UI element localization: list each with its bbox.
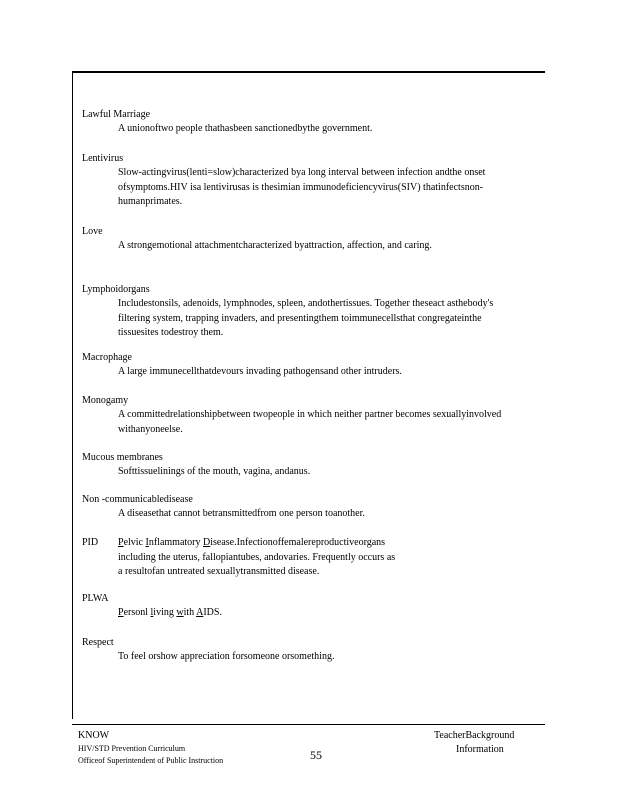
glossary-term: Lawful Marriage: [82, 109, 151, 120]
pid-line-1: [118, 536, 522, 551]
glossary-term: Mucous membranes: [82, 452, 163, 463]
left-rule: [72, 71, 73, 719]
glossary-definition: A large immunecellthatdevours invading pathogensand other intruders.: [118, 366, 402, 377]
pid-letter-p: P: [118, 537, 124, 548]
glossary-entry: [82, 636, 522, 665]
pid-word-nflammatory: nflammatory: [148, 537, 203, 548]
page-number: 55: [310, 748, 322, 762]
glossary-definition: A unionoftwo people thathasbeen sanctionedbythe government.: [118, 123, 373, 134]
glossary-definition: A diseasethat cannot betransmittedfrom one person toanother.: [118, 508, 365, 519]
pid-line-3: a resultofan untreated sexuallytransmitted disease.: [118, 566, 320, 578]
plwa-word-ith: ith: [183, 607, 197, 618]
top-rule: [72, 71, 545, 73]
plwa-letter-l: l: [150, 607, 154, 618]
plwa-letter-a: A: [196, 607, 204, 618]
glossary-entry: [82, 493, 522, 536]
glossary-entry: [82, 451, 522, 493]
glossary-definition: [82, 606, 522, 621]
glossary-definition: A committedrelationshipbetween twopeople in which neither partner becomes sexuallyinvolved withanyoneelse.: [118, 409, 502, 435]
glossary-entry: [82, 108, 522, 152]
glossary-term: PID: [82, 537, 99, 548]
plwa-word-ersonl: ersonl: [123, 607, 151, 618]
plwa-word-ids: IDS.: [203, 607, 222, 618]
plwa-word-iving: iving: [153, 607, 177, 618]
pid-letter-i: I: [145, 537, 149, 548]
footer-curriculum: HIV/STD Prevention Curriculum: [78, 744, 186, 753]
glossary-term: Lentivirus: [82, 153, 124, 164]
footer-teacher-background: TeacherBackground: [434, 730, 515, 741]
glossary-definition: Slow-actingvirus(lenti=slow)characterized bya long interval between infection andthe onset ofsymptoms.HIV isa lentivirusas is thesimian immunodeficiencyvirus(SIV) thatinfectsnon-humanprimates.: [118, 167, 486, 208]
glossary-term: Respect: [82, 637, 114, 648]
plwa-letter-p: P: [118, 607, 124, 618]
glossary-entry: [82, 283, 522, 351]
pid-word-elvic: elvic: [123, 537, 146, 548]
glossary-entry: [82, 225, 522, 283]
pid-line-1-rest: isease.Infectionoffemalereproductiveorgans: [210, 537, 386, 548]
glossary-entry-plwa: [82, 592, 522, 636]
glossary-term: PLWA: [82, 593, 109, 604]
glossary-entry-pid: [82, 536, 522, 592]
glossary-term: Monogamy: [82, 395, 129, 406]
glossary-term: Non -communicabledisease: [82, 494, 193, 505]
glossary-entry: [82, 152, 522, 225]
glossary-term: Macrophage: [82, 352, 132, 363]
glossary-entry: [82, 351, 522, 394]
glossary-definition: A strongemotional attachmentcharacterized byattraction, affection, and caring.: [118, 240, 432, 251]
plwa-letter-w: w: [176, 607, 184, 618]
glossary-definition: [82, 536, 522, 580]
footer-know: KNOW: [78, 730, 110, 741]
glossary-term: Lymphoidorgans: [82, 284, 150, 295]
glossary-definition: Includestonsils, adenoids, lymphnodes, spleen, andothertissues. Together theseact asthebody's filtering system, trapping invaders, and presentingthem toimmunecellsthat congregateinthe tissuesites todestroy them.: [118, 298, 494, 339]
glossary-definition: To feel orshow appreciation forsomeone orsomething.: [118, 651, 335, 662]
glossary-term: Love: [82, 226, 103, 237]
pid-letter-d: D: [203, 537, 211, 548]
glossary-entry: [82, 394, 522, 451]
glossary-definition: Softtissuelinings of the mouth, vagina, andanus.: [118, 466, 311, 477]
glossary: [82, 108, 522, 665]
footer-rule: [72, 724, 545, 725]
footer-office: Officeof Superintendent of Public Instruction: [78, 756, 224, 765]
footer-information: Information: [456, 744, 504, 755]
pid-line-2: including the uterus, fallopiantubes, andovaries. Frequently occurs as: [118, 551, 396, 563]
